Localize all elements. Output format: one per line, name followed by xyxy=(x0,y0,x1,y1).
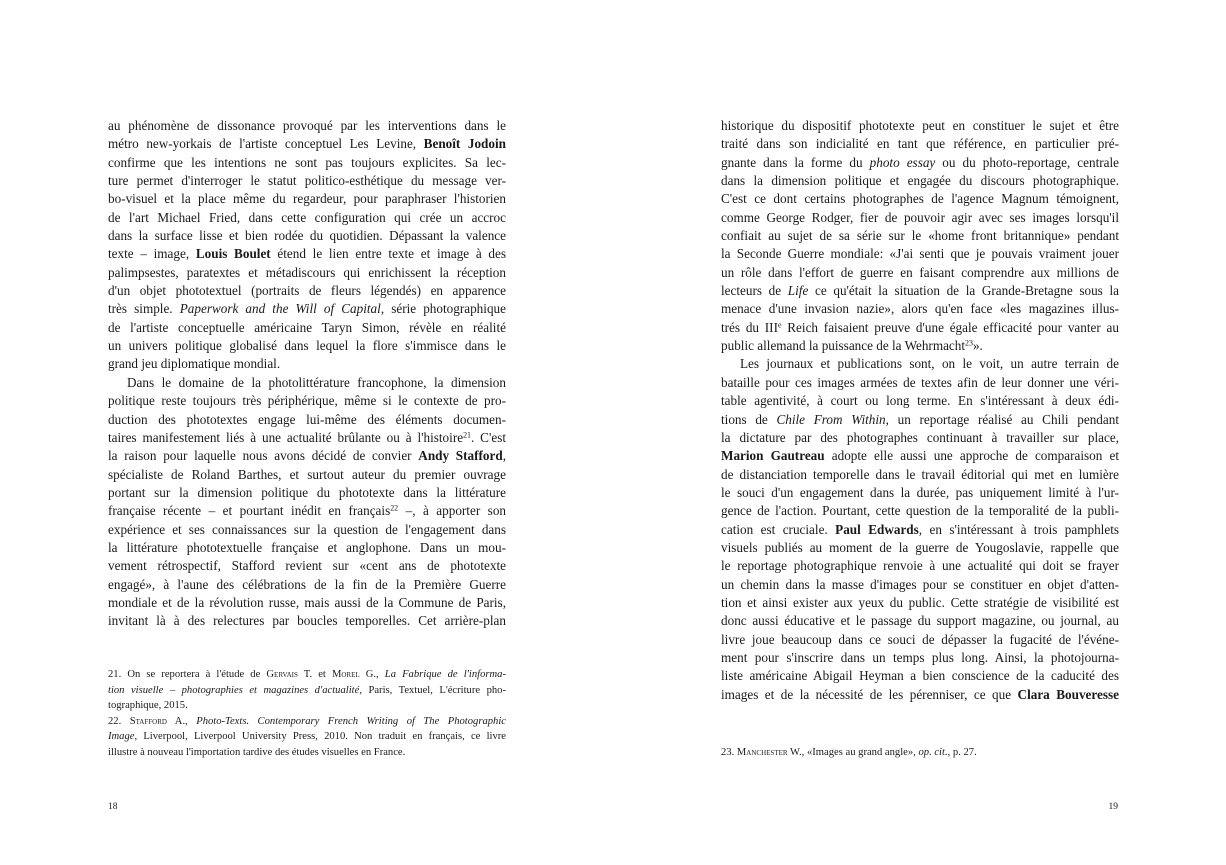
right-page xyxy=(613,0,1226,865)
author-name: Paul Edwards xyxy=(835,521,919,537)
text-line: dans la dimension politique et engagée du discours photographique. xyxy=(721,173,1119,189)
text-line: traité dans son indicialité en tant que référence, en particulier pré- xyxy=(721,136,1119,152)
footnote-line: illustre à nouveau l'importation tardive des études visuelles en France. xyxy=(108,746,406,758)
text-line: vement rétrospectif, Stafford revient sur «cent ans de phototexte xyxy=(108,558,506,574)
text-line: la littérature phototextuelle française et anglophone. Dans un mou- xyxy=(108,539,506,555)
text-line: grand jeu diplomatique mondial. xyxy=(108,356,281,372)
text-line: trés du IIIe Reich faisaient preuve d'une égale efficacité pour vanter au xyxy=(721,319,1119,335)
text-line: confiait au sujet de sa série sur le «home front britannique» pendant xyxy=(721,228,1119,244)
page-number: 19 xyxy=(1108,802,1118,812)
footnote-line: Image, Liverpool, Liverpool University Press, 2010. Non traduit en français, ce livre xyxy=(108,731,506,742)
text-line: menace d'une invasion nazie», alors qu'en face «les magazines illus- xyxy=(721,301,1119,317)
text-line: le reportage photographique renvoie à une actualité qui doit se frayer xyxy=(721,558,1119,574)
footnote-ref[interactable]: 21 xyxy=(463,430,471,440)
text-line: la raison pour laquelle nous avons décidé de convier Andy Stafford, xyxy=(108,448,506,464)
left-page-body xyxy=(108,117,506,631)
text-line: Marion Gautreau adopte elle aussi une approche de comparaison et xyxy=(721,448,1119,464)
text-line: au phénomène de dissonance provoqué par les interventions dans le xyxy=(108,118,506,133)
text-line: la Seconde Guerre mondiale: «J'ai senti que je pouvais vraiment jouer xyxy=(721,246,1119,262)
text-line: très simple. Paperwork and the Will of Capital, série photographique xyxy=(108,301,506,317)
text-line: duction des phototextes engage lui-même des éléments documen- xyxy=(108,411,506,427)
work-title: Paperwork and the Will of Capital xyxy=(179,301,381,317)
text-line: mondiale et de la révolution russe, mais aussi de la Commune de Paris, xyxy=(108,594,506,610)
text-line: taires manifestement liés à une actualité brûlante ou à l'histoire$^{21}$. C'est xyxy=(108,429,506,445)
text-line: expérience et ses connaissances sur la question de l'engagement dans xyxy=(108,521,506,537)
text-line: ment pour s'inscrire dans un temps plus long. Ainsi, la photojourna- xyxy=(721,649,1119,665)
text-line: confirme que les intentions ne sont pas toujours explicites. Sa lec- xyxy=(108,154,506,170)
text-line: palimpsestes, paratextes et métadiscours qui enrichissent la réception xyxy=(108,264,506,280)
text-line: métro new-yorkais de l'artiste conceptuel Les Levine, Benoît Jodoin xyxy=(108,136,506,152)
page-number: 18 xyxy=(108,802,118,812)
work-title: photo essay xyxy=(869,154,936,170)
footnote-line: tographique, 2015. xyxy=(108,700,188,711)
text-line: cation est cruciale. Paul Edwards, en s'intéressant à trois pamphlets xyxy=(721,521,1119,537)
text-line: un chemin dans la masse d'images pour se constituer en objet d'atten- xyxy=(721,576,1119,592)
text-line: donc aussi éducative et le passage du support magazine, ou journal, au xyxy=(721,613,1119,629)
text-line: ture permet d'interroger le statut politico-esthétique du message ver- xyxy=(108,173,506,189)
text-line: C'est ce dont certains photographes de l'agence Magnum témoignent, xyxy=(721,191,1119,207)
text-line: engagé», à l'aune des célébrations de la fin de la Première Guerre xyxy=(108,576,506,592)
left-page-footnotes xyxy=(108,667,506,760)
text-line: gnante dans la forme du photo essay ou du photo-reportage, centrale xyxy=(721,154,1119,170)
text-line: texte – image, Louis Boulet étend le lien entre texte et image à des xyxy=(108,246,506,262)
text-line: un univers politique globalisé dans lequel la flore s'immisce dans le xyxy=(108,338,506,354)
text-line: de distanciation temporelle dans le travail éditorial qui met en lumière xyxy=(721,466,1119,482)
text-line: table agentivité, à court ou long terme. En s'intéressant à deux édi- xyxy=(721,393,1119,409)
text-line: le souci d'un engagement dans la durée, pas uniquement limité à l'ur- xyxy=(721,484,1119,500)
text-line: lecteurs de Life ce qu'était la situation de la Grande-Bretagne sous la xyxy=(721,283,1119,299)
footnote-line: 21. On se reportera à l'étude de Gervais T. et Morel G., La Fabrique de l'informa- xyxy=(108,669,506,680)
right-page-footnotes xyxy=(721,745,1119,761)
right-page-body xyxy=(721,117,1119,704)
footnote-line: 23. Manchester W., «Images au grand angle», op. cit., p. 27. xyxy=(721,747,977,758)
text-line: Dans le domaine de la photolittérature francophone, la dimension xyxy=(127,374,506,390)
text-line: invitant là à des relectures par boucles temporelles. Cet arrière-plan xyxy=(108,613,506,629)
text-line: la dictature par des photographes continuant à travailler sur place, xyxy=(721,429,1119,445)
text-line: bataille pour ces images armées de textes afin de leur donner une véri- xyxy=(721,374,1119,390)
footnote-line: tion visuelle – photographies et magazines d'actualité, Paris, Textuel, L'écriture pho- xyxy=(108,684,506,696)
author-name: Clara Bouveresse xyxy=(1017,686,1119,702)
work-title: Life xyxy=(787,283,809,299)
text-line: spécialiste de Roland Barthes, et surtout auteur du premier ouvrage xyxy=(108,466,506,482)
text-line: Les journaux et publications sont, on le voit, un autre terrain de xyxy=(740,356,1119,372)
footnote-ref[interactable]: 23 xyxy=(965,338,973,348)
text-line: liste américaine Abigail Heyman a bien conscience de la caducité des xyxy=(721,668,1119,684)
text-line: historique du dispositif phototexte peut en constituer le sujet et être xyxy=(721,118,1119,133)
text-line: de l'artiste conceptuelle américaine Taryn Simon, révèle en réalité xyxy=(108,319,506,335)
text-line: dans la surface lisse et bien rodée du quotidien. Dépassant la valence xyxy=(108,228,506,244)
text-line: politique reste toujours très périphérique, même si le contexte de pro- xyxy=(108,393,506,409)
text-line: française récente – et pourtant inédit en français$^{22}$ –, à apporter son xyxy=(108,503,507,519)
text-line: images et de la nécessité de les pérenniser, ce que Clara Bouveresse xyxy=(721,686,1119,702)
text-line: comme George Rodger, fier de pouvoir agir avec ses images lorsqu'il xyxy=(721,209,1119,225)
text-line: d'un objet phototextuel (portraits de fleurs légendés) en apparence xyxy=(108,283,506,299)
text-line: livre joue beaucoup dans ce souci de dépasser la fugacité de l'événe- xyxy=(721,631,1119,647)
text-line: visuels publiés au moment de la guerre de Yougoslavie, rappelle que xyxy=(721,539,1119,555)
text-line: de l'art Michael Fried, dans cette configuration qui crée un accroc xyxy=(108,209,506,225)
text-line: public allemand la puissance de la Wehrmacht$^{23}$». xyxy=(721,338,983,354)
text-line: tion et ainsi exister aux yeux du public. Cette stratégie de visibilité est xyxy=(721,594,1119,610)
author-name: Andy Stafford xyxy=(418,448,503,464)
text-line: bo-visuel et la place même du regardeur, pour paraphraser l'historien xyxy=(108,191,506,207)
work-title: Chile From Within xyxy=(776,411,886,427)
text-line: gence de l'action. Pourtant, cette question de la temporalité de la publi- xyxy=(721,503,1119,519)
text-line: un rôle dans l'effort de guerre en faisant comprendre aux millions de xyxy=(721,264,1119,280)
author-name: Louis Boulet xyxy=(195,246,271,262)
text-line: portant sur la dimension politique du phototexte dans la littérature xyxy=(108,484,506,500)
footnote-line: 22. Stafford A., Photo-Texts. Contemporary French Writing of The Photographic xyxy=(108,715,506,727)
author-name: Benoît Jodoin xyxy=(423,136,506,152)
text-line: tions de Chile From Within, un reportage réalisé au Chili pendant xyxy=(721,411,1119,427)
footnote-ref[interactable]: 22 xyxy=(390,503,399,513)
author-name: Marion Gautreau xyxy=(721,448,825,464)
